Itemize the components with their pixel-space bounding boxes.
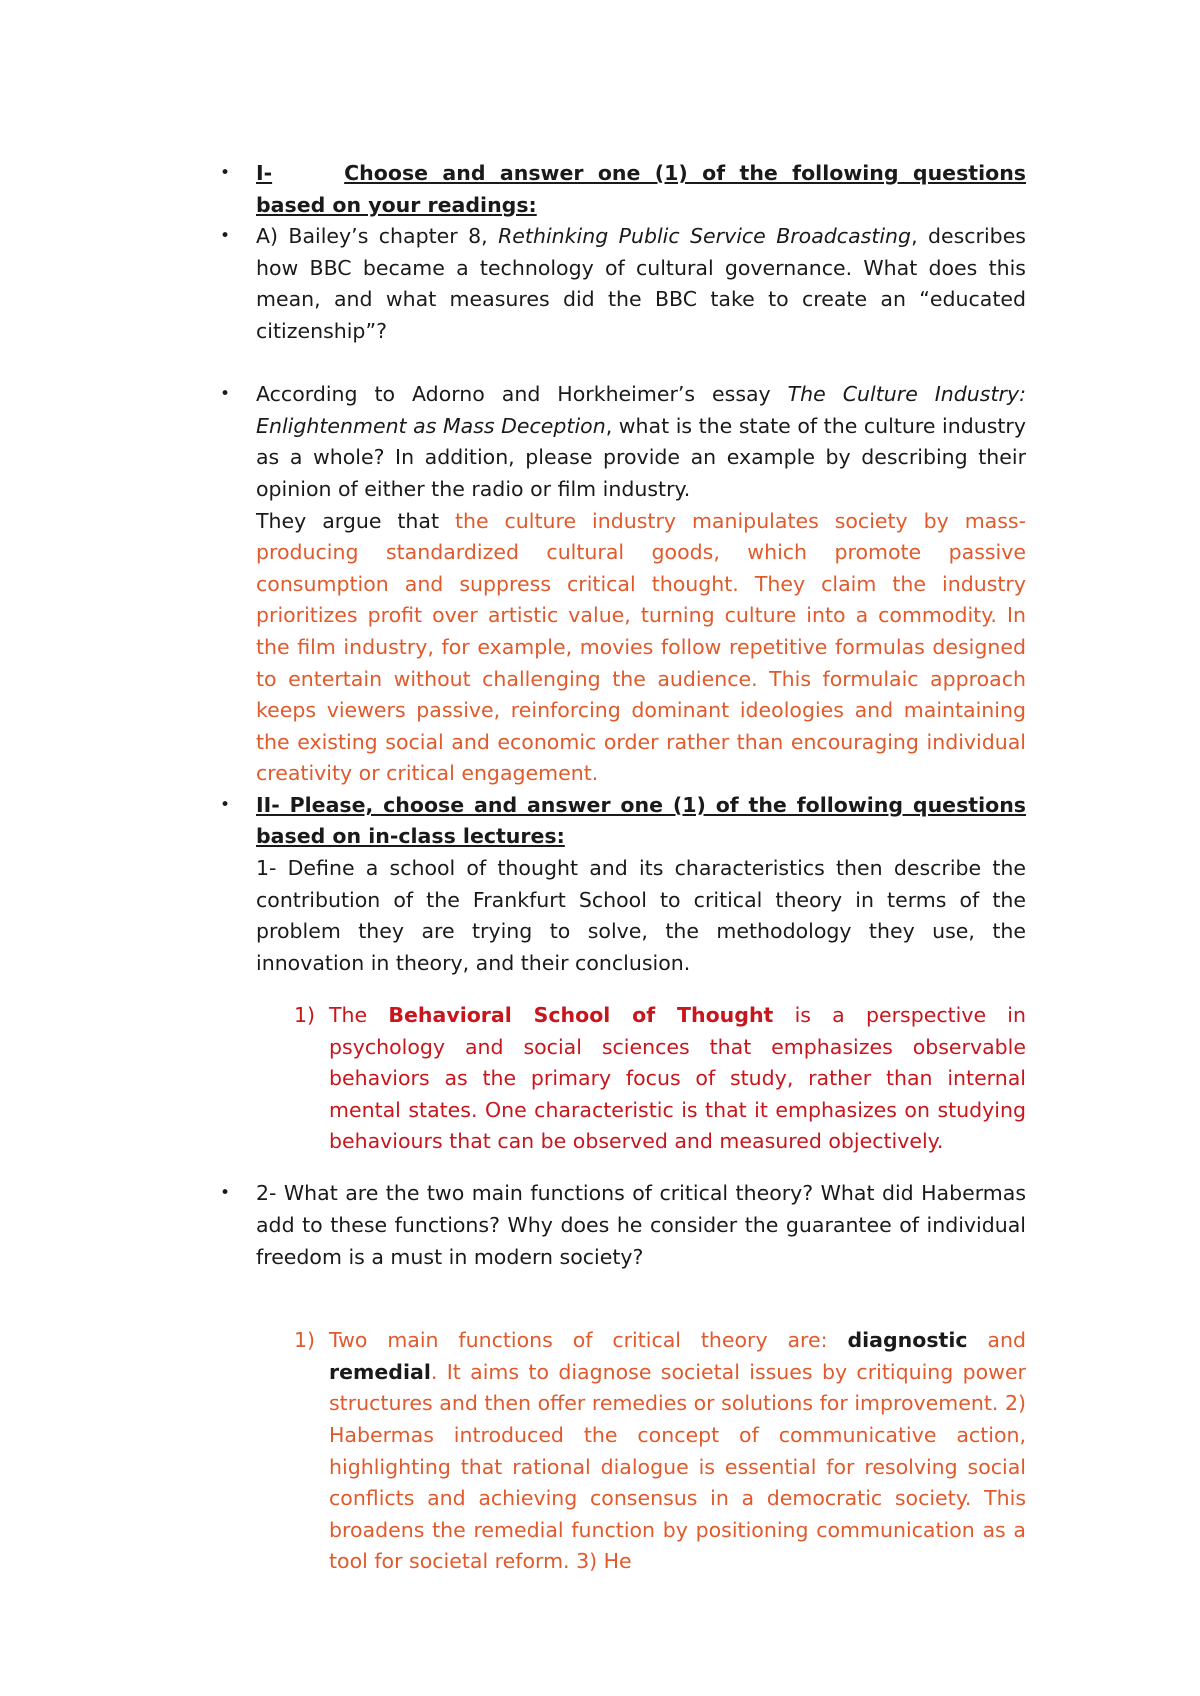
answer-1-term: Behavioral School of Thought (388, 1002, 774, 1027)
answer-2-lead: Two main functions of critical theory are: (329, 1328, 828, 1353)
section-1-label: I- (256, 161, 273, 185)
answer-2 (294, 1325, 1026, 1578)
question-b-text: , what is the state of the culture industry as a whole? In addition, please provide an example by describing their opinion of either the radio or film industry. (256, 413, 1026, 501)
answer-1-the: The (329, 1002, 368, 1027)
answer-2-body: . It aims to diagnose societal issues by critiquing power structures and then offer remedies or solutions for improvement. 2) Habermas introduced the concept of communicative action, highlighting that rational dialogue is essential for resolving social conflicts and achieving consensus in a democratic society. This broadens the remedial function by positioning communication as a tool for societal reform. 3) He (329, 1359, 1026, 1574)
answer-2-and: and (987, 1328, 1026, 1353)
question-b (220, 379, 1026, 505)
section-2-heading-text: II- Please, choose and answer one (1) of the following questions based on in-class lectures: (256, 792, 1026, 849)
question-a-text: , describes how BBC became a technology of cultural governance. What does this mean, and what measures did the BBC take to create an “educated citizenship”? (256, 224, 1026, 343)
bullet-icon: • (220, 226, 231, 247)
answer-b-body: the culture industry manipulates society by mass-producing standardized cultural goods, which promote passive consumption and suppress critical thought. They claim the industry prioritizes profit over artistic value, turning culture into a commodity. In the film industry, for example, movies follow repetitive formulas designed to entertain without challenging the audience. This formulaic approach keeps viewers passive, reinforcing dominant ideologies and maintaining the existing social and economic order rather than encouraging individual creativity or critical engagement. (256, 508, 1026, 786)
answer-2-term-remedial: remedial (329, 1359, 431, 1384)
bullet-icon: • (220, 1183, 231, 1204)
answer-1-body: is a perspective in psychology and social sciences that emphasizes observable behaviors as the primary focus of study, rather than internal mental states. One characteristic is that it emphasizes on studying behaviours that can be observed and measured objectively. (329, 1002, 1026, 1154)
question-a-title: Rethinking Public Service Broadcasting (498, 224, 912, 249)
answer-b-lead: They argue that (256, 508, 440, 533)
document-body (220, 158, 1026, 1599)
answer-2-term-diagnostic: diagnostic (847, 1328, 968, 1353)
answer-2-number: 1) (294, 1328, 316, 1353)
bullet-icon: • (220, 384, 231, 405)
section-1-heading (220, 158, 1026, 221)
question-b-prefix: According to Adorno and Horkheimer’s essay (256, 382, 771, 407)
section-1-heading-text: Choose and answer one (1) of the following questions based on your readings: (256, 161, 1026, 217)
answer-b (256, 506, 1026, 790)
bullet-icon: • (220, 163, 231, 183)
question-2-text: 2- What are the two main functions of critical theory? What did Habermas add to these functions? Why does he consider the guarantee of individual freedom is a must in modern society? (256, 1181, 1026, 1269)
question-a (220, 221, 1026, 347)
answer-1 (294, 1000, 1026, 1158)
answer-1-number: 1) (294, 1002, 316, 1027)
question-b-title: The Culture Industry: Enlightenment as Mass Deception (256, 382, 1026, 438)
section-2-question-1: 1- Define a school of thought and its characteristics then describe the contribution of the Frankfurt School to critical theory in terms of the problem they are trying to solve, the methodology they use, the innovation in theory, and their conclusion. (256, 856, 1026, 975)
question-2 (220, 1178, 1026, 1273)
bullet-icon: • (220, 794, 231, 815)
question-a-prefix: A) Bailey’s chapter 8, (256, 224, 488, 249)
section-2-heading (220, 790, 1026, 853)
